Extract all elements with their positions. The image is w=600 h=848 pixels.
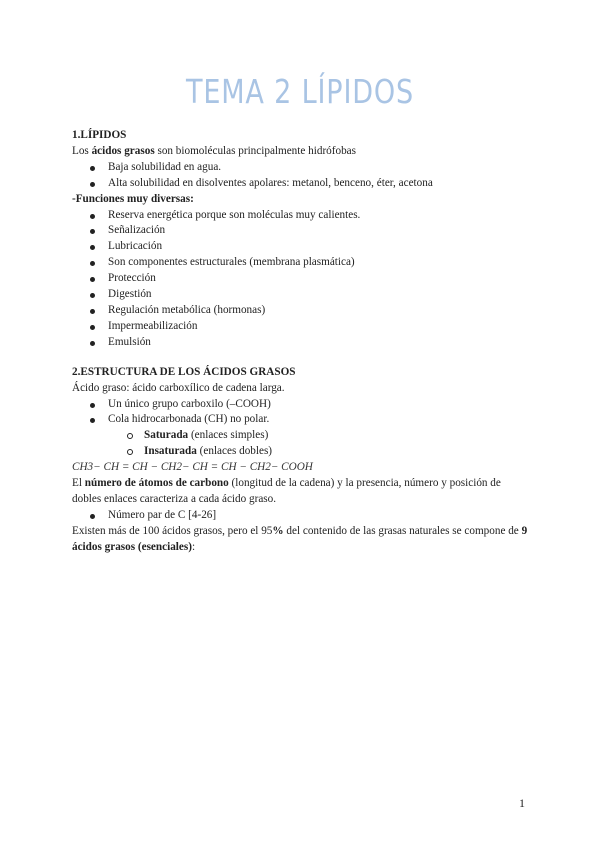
section-heading-lipidos: 1.LÍPIDOS (72, 129, 127, 141)
list-item: Reserva energética porque son moléculas muy calientes. (72, 208, 532, 224)
section-heading-estructura: 2.ESTRUCTURA DE LOS ÁCIDOS GRASOS (72, 365, 296, 378)
list-item: Señalización (72, 223, 532, 239)
list-item: Regulación metabólica (hormonas) (72, 303, 532, 319)
structure-intro: Ácido graso: ácido carboxílico de cadena larga. (72, 381, 285, 394)
chain-type-list (72, 428, 532, 460)
list-item: Lubricación (72, 239, 532, 255)
properties-list (72, 160, 532, 192)
list-item: Un único grupo carboxilo (–COOH) (72, 397, 532, 413)
fatty-acids-paragraph: Existen más de 100 ácidos grasos, pero el 95% del contenido de las grasas naturales se compone de 9 ácidos grasos (esenciales): (72, 524, 528, 553)
carbon-list (72, 508, 532, 524)
list-item: Protección (72, 271, 532, 287)
functions-heading: -Funciones muy diversas: (72, 192, 194, 205)
intro-paragraph: Los ácidos grasos son biomoléculas principalmente hidrófobas (72, 144, 356, 157)
list-item: Digestión (72, 287, 532, 303)
page-title: TEMA 2 LÍPIDOS (185, 72, 415, 111)
list-item: Número par de C [4-26] (72, 508, 532, 524)
list-item: Son componentes estructurales (membrana plasmática) (72, 255, 532, 271)
list-item: Impermeabilización (72, 319, 532, 335)
list-item: Emulsión (72, 335, 532, 351)
page-number: 1 (519, 796, 525, 810)
list-item: Baja solubilidad en agua. (72, 160, 532, 176)
carbon-paragraph: El número de átomos de carbono (longitud de la cadena) y la presencia, número y posición de dobles enlaces caracteriza a cada ácido graso. (72, 477, 501, 505)
list-item: Alta solubilidad en disolventes apolares: metanol, benceno, éter, acetona (72, 176, 532, 192)
document-body (72, 128, 532, 556)
chemical-formula: CH3− CH = CH − CH2− CH = CH − CH2− COOH (72, 461, 313, 474)
list-item: Insaturada (enlaces dobles) (72, 444, 532, 460)
structure-list (72, 397, 532, 429)
list-item: Cola hidrocarbonada (CH) no polar. (72, 412, 532, 428)
functions-list (72, 208, 532, 351)
list-item: Saturada (enlaces simples) (72, 428, 532, 444)
